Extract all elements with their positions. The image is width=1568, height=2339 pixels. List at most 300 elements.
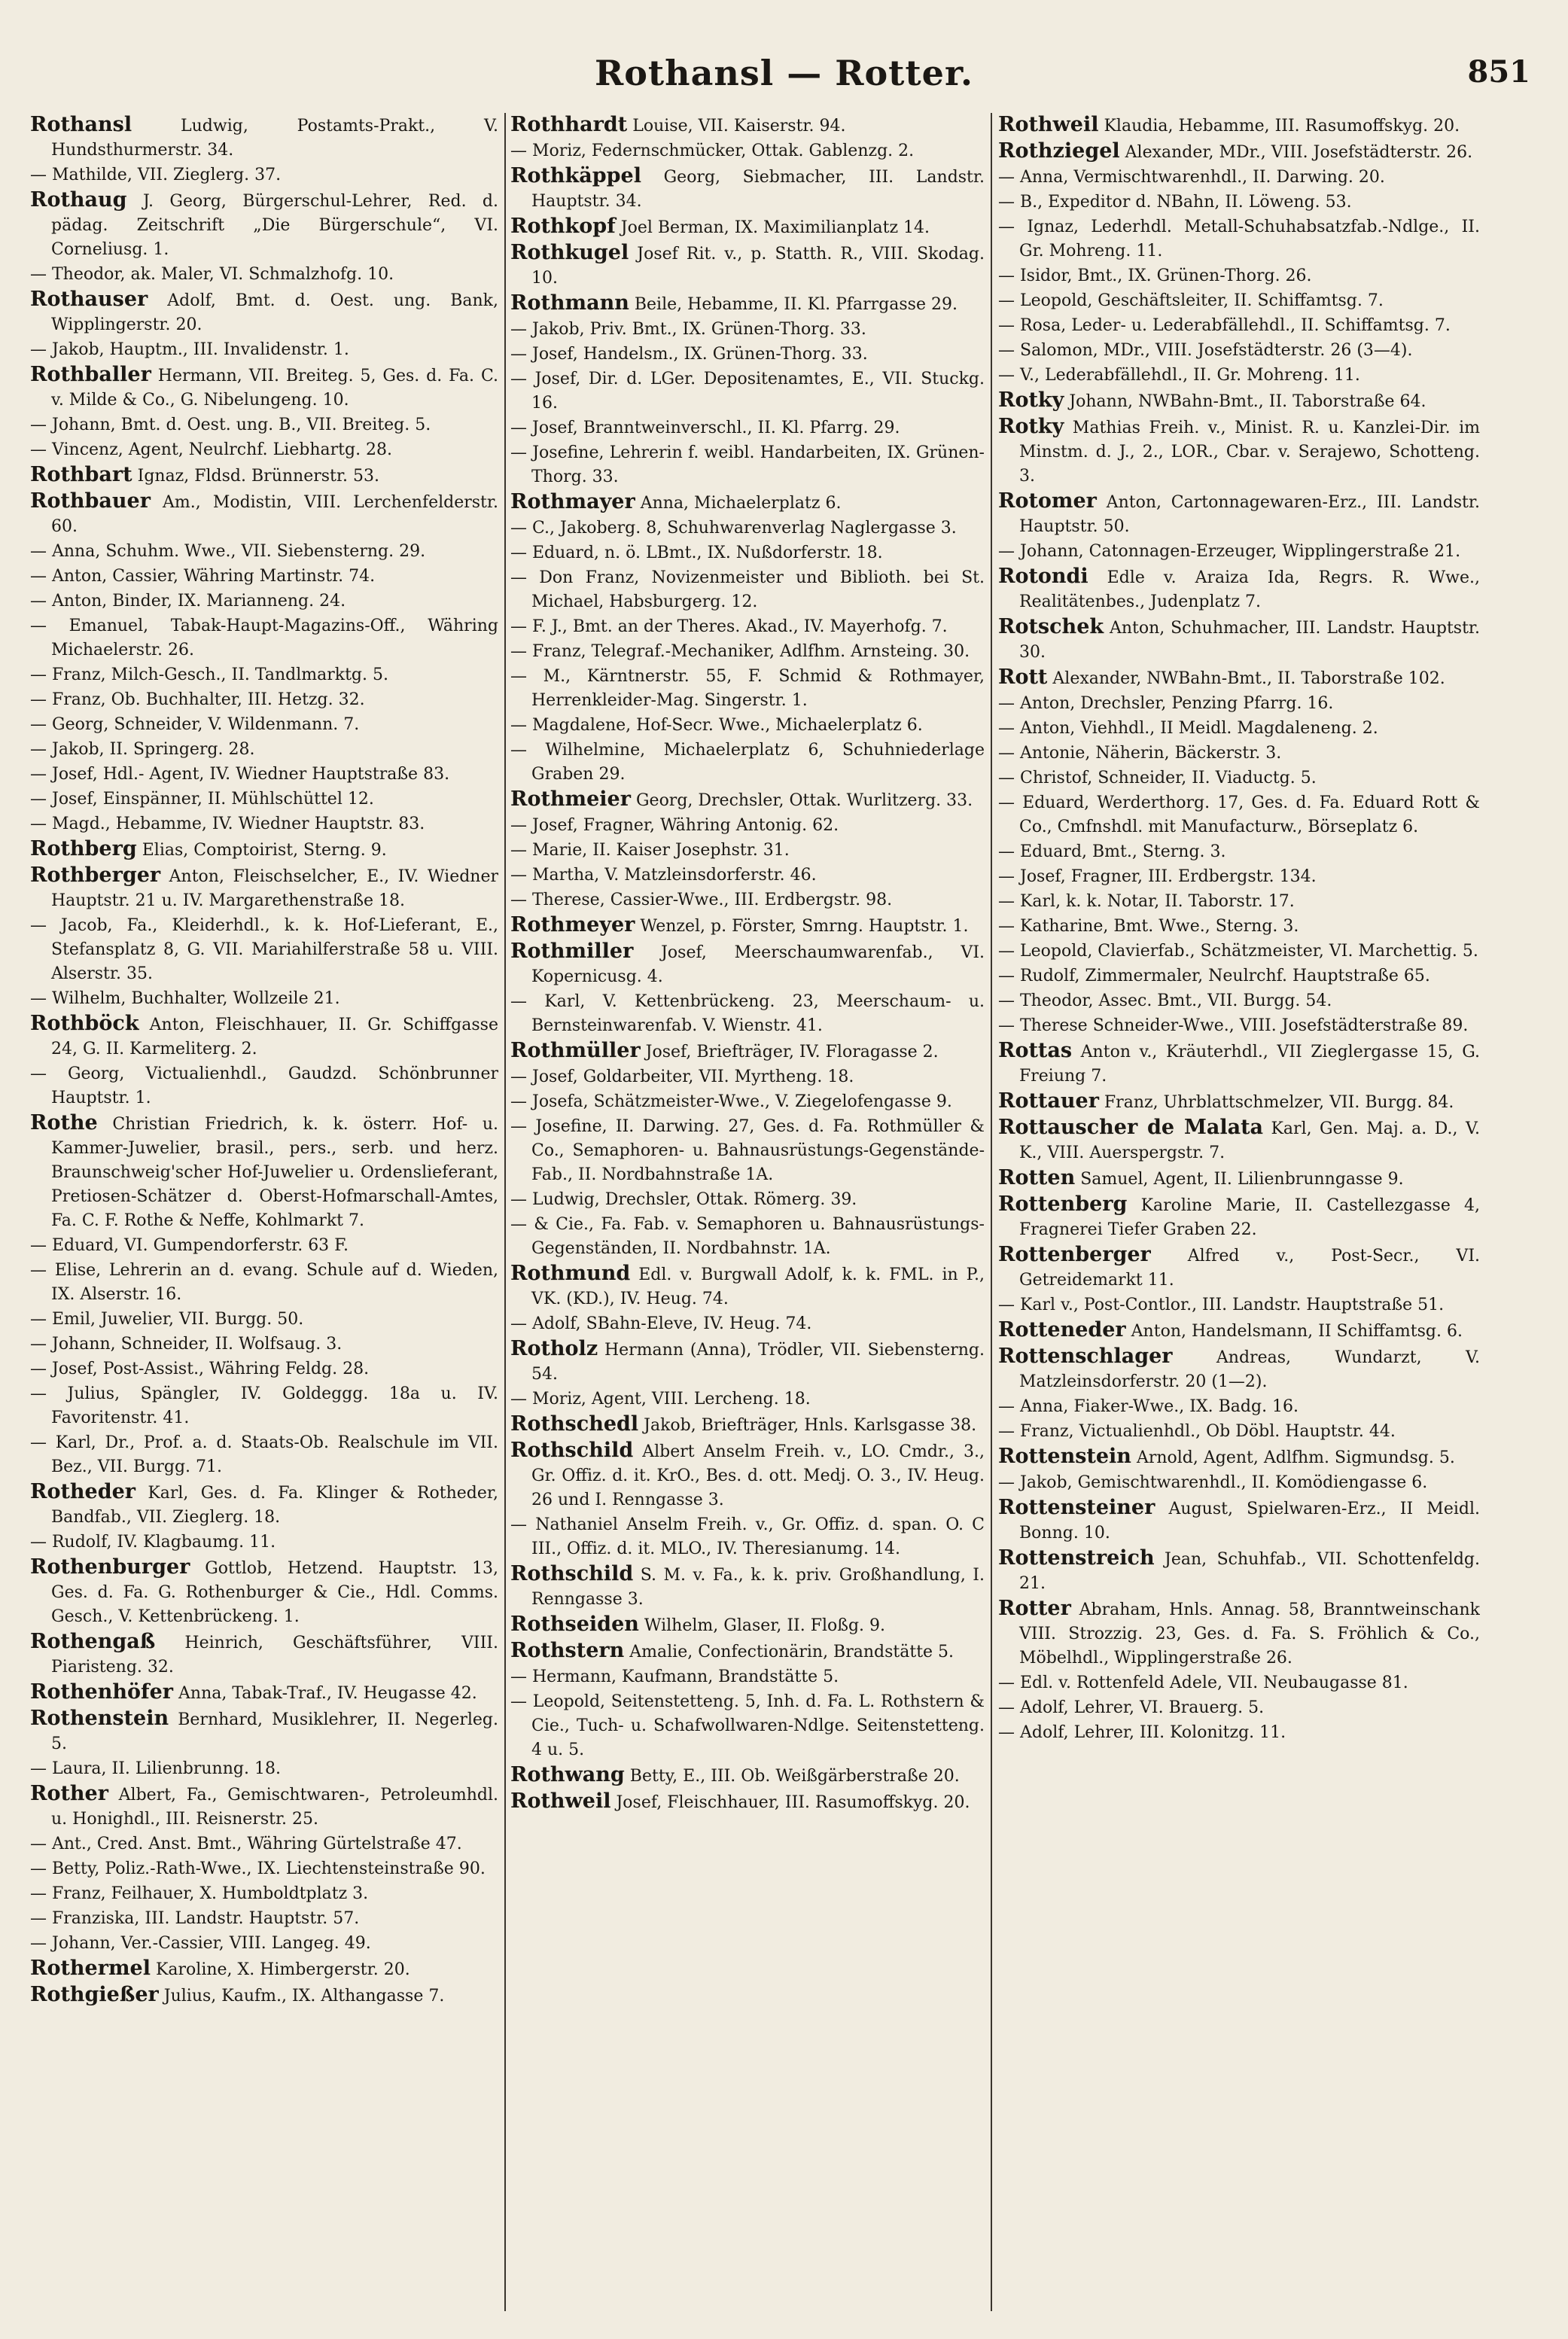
directory-entry xyxy=(510,940,985,989)
entry-details: — Theodor, ak. Maler, VI. Schmalzhofg. 10. xyxy=(30,265,394,284)
entry-details: — Karl, k. k. Notar, II. Taborstr. 17. xyxy=(998,892,1295,911)
directory-entry xyxy=(30,463,498,489)
entry-details: Mathias Freih. v., Minist. R. u. Kanzlei-Dir. im Minstm. d. J., 2., LOR., Cbar. v. Serajewo, Schotteng. 3. xyxy=(1019,419,1480,486)
entry-surname: Rotky xyxy=(998,388,1064,412)
entry-details: — Josef, Branntweinverschl., II. Kl. Pfarrg. 29. xyxy=(510,419,900,437)
entry-details: — Christof, Schneider, II. Viaductg. 5. xyxy=(998,769,1317,787)
entry-surname: Rother xyxy=(30,1782,108,1805)
directory-entry xyxy=(510,1312,985,1336)
directory-entry xyxy=(30,812,498,836)
directory-column-2 xyxy=(510,113,985,2311)
directory-entry xyxy=(998,1318,1480,1344)
entry-details: — Leopold, Geschäftsleiter, II. Schiffamtsg. 7. xyxy=(998,291,1384,310)
directory-entry xyxy=(510,888,985,912)
directory-entry xyxy=(998,742,1480,766)
entry-surname: Rothhardt xyxy=(510,113,628,136)
entry-details: — M., Kärntnerstr. 55, F. Schmid & Rothmayer, Herrenkleider-Mag. Singerstr. 1. xyxy=(510,667,985,710)
entry-details: — Rosa, Leder- u. Lederabfällehdl., II. Schiffamtsg. 7. xyxy=(998,316,1451,335)
page-header xyxy=(0,53,1568,113)
directory-entry xyxy=(510,367,985,416)
entry-details: Josef, Briefträger, IV. Floragasse 2. xyxy=(645,1043,939,1061)
entry-surname: Rothwang xyxy=(510,1763,625,1786)
entry-details: Josef Rit. v., p. Statth. R., VIII. Skodag. 10. xyxy=(531,245,985,288)
entry-details: — Franz, Victualienhdl., Ob Döbl. Hauptstr. 44. xyxy=(998,1422,1396,1441)
entry-details: — Josef, Fragner, Währing Antonig. 62. xyxy=(510,816,839,835)
entry-surname: Rothmiller xyxy=(510,940,634,963)
directory-entry xyxy=(998,1116,1480,1165)
entry-surname: Rothschild xyxy=(510,1562,634,1585)
entry-details: — Josef, Post-Assist., Währing Feldg. 28. xyxy=(30,1360,370,1378)
entry-details: Bernhard, Musiklehrer, II. Negerleg. 5. xyxy=(51,1710,498,1753)
entry-details: — Josef, Einspänner, II. Mühlschüttel 12. xyxy=(30,790,374,809)
directory-entry xyxy=(998,989,1480,1013)
entry-details: Samuel, Agent, II. Lilienbrunngasse 9. xyxy=(1080,1170,1404,1189)
directory-entry xyxy=(30,1932,498,1956)
entry-surname: Rotholz xyxy=(510,1337,598,1360)
entry-surname: Rotky xyxy=(998,415,1064,438)
directory-entry xyxy=(30,1630,498,1680)
entry-details: Anna, Tabak-Traf., IV. Heugasse 42. xyxy=(178,1684,477,1703)
directory-entry xyxy=(998,964,1480,988)
entry-surname: Rotondi xyxy=(998,565,1088,588)
entry-details: — Therese, Cassier-Wwe., III. Erdbergstr. 98. xyxy=(510,891,893,909)
directory-entry xyxy=(30,338,498,362)
directory-entry xyxy=(30,1259,498,1307)
directory-entry xyxy=(998,190,1480,215)
directory-entry xyxy=(510,416,985,440)
entry-surname: Rothmayer xyxy=(510,490,635,513)
directory-entry xyxy=(30,288,498,337)
entry-details: — Josefine, II. Darwing. 27, Ges. d. Fa. Rothmüller & Co., Semaphoren- u. Bahnausrüstungs-Gegenstände-Fab., II. Nordbahnstraße 1A. xyxy=(510,1117,985,1184)
entry-surname: Rothmund xyxy=(510,1262,631,1285)
entry-details: Karl, Ges. d. Fa. Klinger & Rotheder, Bandfab., VII. Zieglerg. 18. xyxy=(51,1484,498,1527)
directory-entry xyxy=(998,1597,1480,1670)
entry-details: — Magdalene, Hof-Secr. Wwe., Michaelerplatz 6. xyxy=(510,716,923,735)
directory-entry xyxy=(510,1115,985,1187)
entry-details: — Franz, Telegraf.-Mechaniker, Adlfhm. Arnsteing. 30. xyxy=(510,642,970,661)
entry-surname: Rottauer xyxy=(998,1089,1099,1113)
entry-surname: Rothstern xyxy=(510,1639,625,1662)
entry-details: — Eduard, Bmt., Sterng. 3. xyxy=(998,842,1226,861)
directory-entry xyxy=(998,915,1480,939)
entry-details: — Johann, Catonnagen-Erzeuger, Wipplingerstraße 21. xyxy=(998,542,1461,561)
directory-entry xyxy=(30,688,498,712)
directory-entry xyxy=(510,1337,985,1387)
entry-details: — Emil, Juwelier, VII. Burgg. 50. xyxy=(30,1310,304,1329)
entry-details: — Adolf, SBahn-Eleve, IV. Heug. 74. xyxy=(510,1314,812,1333)
directory-entry xyxy=(30,1857,498,1881)
entry-details: Adolf, Bmt. d. Oest. ung. Bank, Wipplingerstr. 20. xyxy=(51,291,498,334)
directory-entry xyxy=(510,541,985,565)
directory-entry xyxy=(510,215,985,240)
directory-entry xyxy=(998,1089,1480,1115)
directory-entry xyxy=(510,241,985,291)
entry-details: — Theodor, Assec. Bmt., VII. Burgg. 54. xyxy=(998,991,1332,1010)
entry-surname: Rothmeier xyxy=(510,787,631,811)
entry-details: — Anna, Schuhm. Wwe., VII. Siebensterng. 29. xyxy=(30,542,426,561)
entry-details: Abraham, Hnls. Annag. 58, Branntweinschank VIII. Strozzig. 23, Ges. d. Fa. S. Fröhlich & Co., Möbelhdl., Wipplingerstraße 26. xyxy=(1019,1600,1480,1667)
directory-entry xyxy=(30,1480,498,1530)
directory-entry xyxy=(30,738,498,762)
entry-surname: Rothschedl xyxy=(510,1412,639,1436)
entry-details: — & Cie., Fa. Fab. v. Semaphoren u. Bahnausrüstungs-Gegenständen, II. Nordbahnstr. 1A. xyxy=(510,1215,985,1258)
entry-details: Am., Modistin, VIII. Lerchenfelderstr. 60. xyxy=(51,493,498,536)
entry-details: — Jakob, Priv. Bmt., IX. Grünen-Thorg. 33. xyxy=(510,320,866,339)
directory-entry xyxy=(510,990,985,1038)
entry-details: — Ludwig, Drechsler, Ottak. Römerg. 39. xyxy=(510,1190,857,1209)
entry-details: — Anton, Binder, IX. Marianneng. 24. xyxy=(30,592,346,611)
entry-surname: Rothballer xyxy=(30,363,151,386)
entry-details: — Josef, Handelsm., IX. Grünen-Thorg. 33. xyxy=(510,345,868,364)
entry-details: — Emanuel, Tabak-Haupt-Magazins-Off., Währing Michaelerstr. 26. xyxy=(30,617,498,659)
entry-details: Karl, Gen. Maj. a. D., V. K., VIII. Auerspergstr. 7. xyxy=(1019,1119,1480,1162)
entry-details: Anton v., Kräuterhdl., VII Zieglergasse 15, G. Freiung 7. xyxy=(1019,1043,1480,1086)
directory-entry xyxy=(30,1111,498,1233)
directory-entry xyxy=(998,540,1480,564)
directory-entry xyxy=(30,1530,498,1555)
directory-entry xyxy=(998,615,1480,665)
entry-surname: Rothkäppel xyxy=(510,164,641,187)
directory-entry xyxy=(998,1496,1480,1546)
entry-details: — Johann, Schneider, II. Wolfsaug. 3. xyxy=(30,1335,343,1354)
directory-entry xyxy=(998,1420,1480,1444)
entry-details: Beile, Hebamme, II. Kl. Pfarrgasse 29. xyxy=(634,295,958,314)
entry-details: — Rudolf, IV. Klagbaumg. 11. xyxy=(30,1533,276,1552)
entry-details: Heinrich, Geschäftsführer, VIII. Piaristeng. 32. xyxy=(51,1634,498,1677)
directory-entry xyxy=(510,615,985,639)
entry-surname: Rothmeyer xyxy=(510,913,635,937)
entry-surname: Rotter xyxy=(998,1597,1071,1620)
entry-details: Gottlob, Hetzend. Hauptstr. 13, Ges. d. Fa. G. Rothenburger & Cie., Hdl. Comms. Gesch., V. Kettenbrückeng. 1. xyxy=(51,1559,498,1626)
directory-entry xyxy=(30,987,498,1011)
directory-entry xyxy=(510,1639,985,1664)
entry-details: Betty, E., III. Ob. Weißgärberstraße 20. xyxy=(629,1767,960,1786)
entry-details: — Adolf, Lehrer, VI. Brauerg. 5. xyxy=(998,1698,1265,1717)
directory-entry xyxy=(510,164,985,214)
entry-surname: Rothenstein xyxy=(30,1707,169,1730)
entry-surname: Rottauscher de Malata xyxy=(998,1116,1264,1139)
directory-entry xyxy=(30,1382,498,1430)
entry-details: — Antonie, Näherin, Bäckerstr. 3. xyxy=(998,744,1282,763)
entry-details: — Eduard, n. ö. LBmt., IX. Nußdorferstr. 18. xyxy=(510,544,883,562)
directory-entry xyxy=(30,113,498,163)
entry-details: Anton, Fleischhauer, II. Gr. Schiffgasse 24, G. II. Karmeliterg. 2. xyxy=(51,1016,498,1058)
directory-entry xyxy=(998,415,1480,489)
directory-entry xyxy=(998,665,1480,691)
entry-details: Anton, Schuhmacher, III. Landstr. Hauptstr. 30. xyxy=(1019,619,1480,662)
entry-details: — Josef, Hdl.- Agent, IV. Wiedner Hauptstraße 83. xyxy=(30,765,450,784)
entry-details: Anna, Michaelerplatz 6. xyxy=(640,494,842,513)
directory-entry xyxy=(998,264,1480,288)
entry-details: — Mathilde, VII. Zieglerg. 37. xyxy=(30,166,282,184)
entry-details: — Georg, Victualienhdl., Gaudzd. Schönbrunner Hauptstr. 1. xyxy=(30,1064,498,1107)
directory-entry xyxy=(510,291,985,317)
directory-entry xyxy=(998,1395,1480,1419)
directory-entry xyxy=(30,1983,498,2009)
entry-surname: Rottenstein xyxy=(998,1445,1131,1468)
entry-details: — Anna, Vermischtwarenhdl., II. Darwing. 20. xyxy=(998,168,1385,187)
directory-entry xyxy=(30,1882,498,1906)
entry-details: Albert, Fa., Gemischtwaren-, Petroleumhdl. u. Honighdl., III. Reisnerstr. 25. xyxy=(51,1786,498,1829)
entry-details: — Eduard, VI. Gumpendorferstr. 63 F. xyxy=(30,1236,349,1255)
directory-entry xyxy=(30,837,498,863)
column-rule xyxy=(504,113,506,2311)
entry-details: — Therese Schneider-Wwe., VIII. Josefstädterstraße 89. xyxy=(998,1016,1469,1035)
entry-surname: Rottensteiner xyxy=(998,1496,1155,1519)
entry-details: — Ignaz, Lederhdl. Metall-Schuhabsatzfab.-Ndlge., II. Gr. Mohreng. 11. xyxy=(998,218,1480,260)
entry-details: Hermann (Anna), Trödler, VII. Siebensterng. 54. xyxy=(531,1341,985,1384)
directory-column-3 xyxy=(998,113,1480,2311)
entry-details: — Anton, Viehhdl., II Meidl. Magdaleneng. 2. xyxy=(998,719,1378,738)
directory-entry xyxy=(30,663,498,687)
entry-details: — Edl. v. Rottenfeld Adele, VII. Neubaugasse 81. xyxy=(998,1674,1408,1692)
directory-entry xyxy=(30,713,498,737)
entry-surname: Rotomer xyxy=(998,489,1097,513)
entry-details: Anton, Handelsmann, II Schiffamtsg. 6. xyxy=(1131,1322,1463,1341)
directory-entry xyxy=(30,1332,498,1357)
directory-entry xyxy=(30,188,498,262)
directory-entry xyxy=(30,1757,498,1781)
directory-entry xyxy=(510,139,985,163)
directory-entry xyxy=(998,865,1480,889)
entry-details: — Hermann, Kaufmann, Brandstätte 5. xyxy=(510,1667,839,1686)
directory-entry xyxy=(510,1690,985,1762)
entry-details: — Rudolf, Zimmermaler, Neulrchf. Hauptstraße 65. xyxy=(998,967,1430,985)
entry-details: — V., Lederabfällehdl., II. Gr. Mohreng. 11. xyxy=(998,366,1360,385)
directory-entry xyxy=(510,1262,985,1311)
directory-entry xyxy=(510,1412,985,1438)
entry-surname: Rothermel xyxy=(30,1957,151,1980)
directory-entry xyxy=(510,1065,985,1089)
entry-details: — Magd., Hebamme, IV. Wiedner Hauptstr. 83. xyxy=(30,815,425,833)
directory-entry xyxy=(998,791,1480,839)
entry-surname: Rott xyxy=(998,665,1048,689)
entry-surname: Rothziegel xyxy=(998,139,1120,163)
directory-entry xyxy=(998,766,1480,790)
entry-surname: Rothberger xyxy=(30,863,161,887)
directory-entry xyxy=(998,1445,1480,1470)
entry-details: — Ant., Cred. Anst. Bmt., Währing Gürtelstraße 47. xyxy=(30,1835,462,1853)
entry-details: — Isidor, Bmt., IX. Grünen-Thorg. 26. xyxy=(998,266,1312,285)
entry-details: — Wilhelm, Buchhalter, Wollzeile 21. xyxy=(30,989,340,1008)
entry-details: Andreas, Wundarzt, V. Matzleinsdorferstr. 20 (1—2). xyxy=(1019,1348,1480,1391)
directory-entry xyxy=(30,1308,498,1332)
directory-entry xyxy=(998,1696,1480,1720)
entry-details: Ludwig, Postamts-Prakt., V. Hundsthurmerstr. 34. xyxy=(51,117,498,160)
entry-surname: Rothgießer xyxy=(30,1983,159,2006)
directory-entry xyxy=(998,1721,1480,1745)
entry-details: Georg, Drechsler, Ottak. Wurlitzerg. 33. xyxy=(635,791,973,810)
entry-details: — Marie, II. Kaiser Josephstr. 31. xyxy=(510,841,790,860)
entry-details: — Don Franz, Novizenmeister und Biblioth. bei St. Michael, Habsburgerg. 12. xyxy=(510,568,985,611)
entry-surname: Rothweil xyxy=(510,1789,611,1813)
directory-entry xyxy=(30,614,498,662)
directory-entry xyxy=(30,438,498,462)
entry-surname: Rothansl xyxy=(30,113,132,136)
directory-entry xyxy=(998,1345,1480,1394)
entry-surname: Rottenberger xyxy=(998,1243,1151,1266)
directory-entry xyxy=(510,1090,985,1114)
entry-details: — Leopold, Clavierfab., Schätzmeister, VI. Marchettig. 5. xyxy=(998,942,1478,961)
directory-entry xyxy=(510,1188,985,1212)
entry-details: Jean, Schuhfab., VII. Schottenfeldg. 21. xyxy=(1019,1550,1480,1593)
entry-details: Anton, Cartonnagewaren-Erz., III. Landstr. Hauptstr. 50. xyxy=(1019,493,1480,536)
directory-entry xyxy=(30,589,498,614)
entry-details: — Elise, Lehrerin an d. evang. Schule auf d. Wieden, IX. Alserstr. 16. xyxy=(30,1261,498,1304)
directory-entry xyxy=(30,363,498,413)
directory-entry xyxy=(510,640,985,664)
directory-entry xyxy=(510,1039,985,1064)
entry-surname: Rottenschlager xyxy=(998,1345,1173,1368)
directory-entry xyxy=(510,516,985,541)
directory-column-1 xyxy=(30,113,498,2311)
entry-details: Johann, NWBahn-Bmt., II. Taborstraße 64. xyxy=(1069,392,1426,411)
entry-details: Julius, Kaufm., IX. Althangasse 7. xyxy=(163,1987,445,2006)
directory-entry xyxy=(510,1562,985,1612)
entry-surname: Rothenhöfer xyxy=(30,1680,174,1704)
entry-details: — Karl, V. Kettenbrückeng. 23, Meerschaum- u. Bernsteinwarenfab. V. Wienstr. 41. xyxy=(510,992,985,1035)
directory-entry xyxy=(30,565,498,589)
entry-details: — C., Jakoberg. 8, Schuhwarenverlag Naglergasse 3. xyxy=(510,519,957,538)
entry-details: — Josef, Dir. d. LGer. Depositenamtes, E., VII. Stuckg. 16. xyxy=(510,370,985,413)
directory-entry xyxy=(998,1166,1480,1192)
directory-entry xyxy=(30,163,498,187)
directory-entry xyxy=(510,1763,985,1789)
directory-entry xyxy=(998,1471,1480,1495)
directory-entry xyxy=(510,739,985,787)
entry-details: — Wilhelmine, Michaelerplatz 6, Schuhniederlage Graben 29. xyxy=(510,741,985,784)
entry-details: — Vincenz, Agent, Neulrchf. Liebhartg. 28. xyxy=(30,440,393,459)
entry-surname: Rothbauer xyxy=(30,489,151,513)
entry-details: — Franz, Ob. Buchhalter, III. Hetzg. 32. xyxy=(30,690,365,709)
entry-details: Ignaz, Fldsd. Brünnerstr. 53. xyxy=(137,467,379,486)
directory-entry xyxy=(510,1213,985,1261)
entry-surname: Rothmann xyxy=(510,291,629,315)
entry-details: Georg, Siebmacher, III. Landstr. Hauptstr. 34. xyxy=(531,168,985,211)
entry-surname: Rotschek xyxy=(998,615,1104,638)
directory-entry xyxy=(510,665,985,713)
directory-entry xyxy=(510,1665,985,1689)
entry-surname: Rotteneder xyxy=(998,1318,1126,1342)
entry-details: August, Spielwaren-Erz., II Meidl. Bonng. 10. xyxy=(1019,1500,1480,1543)
directory-entry xyxy=(998,692,1480,716)
directory-entry xyxy=(998,1014,1480,1038)
entry-details: — Karl, Dr., Prof. a. d. Staats-Ob. Realschule im VII. Bez., VII. Burgg. 71. xyxy=(30,1433,498,1476)
entry-details: — Franz, Feilhauer, X. Humboldtplatz 3. xyxy=(30,1884,369,1903)
entry-details: Amalie, Confectionärin, Brandstätte 5. xyxy=(629,1643,955,1661)
entry-details: Hermann, VII. Breiteg. 5, Ges. d. Fa. C. v. Milde & Co., G. Nibelungeng. 10. xyxy=(51,367,498,410)
directory-entry xyxy=(998,215,1480,263)
entry-details: — Leopold, Seitenstetteng. 5, Inh. d. Fa. L. Rothstern & Cie., Tuch- u. Schafwollwaren-Ndlge. Seitenstetteng. 4 u. 5. xyxy=(510,1692,985,1759)
directory-entry xyxy=(510,490,985,516)
directory-entry xyxy=(30,787,498,812)
directory-entry xyxy=(30,1555,498,1629)
entry-details: — Martha, V. Matzleinsdorferstr. 46. xyxy=(510,866,817,885)
directory-entry xyxy=(30,863,498,913)
directory-entry xyxy=(998,314,1480,338)
entry-details: S. M. v. Fa., k. k. priv. Großhandlung, I. Renngasse 3. xyxy=(531,1566,985,1609)
directory-entry xyxy=(998,565,1480,614)
directory-entry xyxy=(510,714,985,738)
entry-details: — Josef, Goldarbeiter, VII. Myrtheng. 18. xyxy=(510,1067,854,1086)
entry-details: — Katharine, Bmt. Wwe., Sterng. 3. xyxy=(998,917,1299,936)
entry-details: Alfred v., Post-Secr., VI. Getreidemarkt 11. xyxy=(1019,1247,1480,1290)
entry-details: — Jakob, II. Springerg. 28. xyxy=(30,740,255,759)
directory-entry xyxy=(998,339,1480,363)
directory-entry xyxy=(998,1546,1480,1596)
directory-entry xyxy=(510,343,985,367)
entry-surname: Rothaug xyxy=(30,188,127,212)
entry-surname: Rothe xyxy=(30,1111,98,1134)
directory-entry xyxy=(30,1012,498,1061)
directory-entry xyxy=(510,1513,985,1561)
entry-surname: Rothweil xyxy=(998,113,1099,136)
entry-details: Karoline, X. Himbergerstr. 20. xyxy=(155,1960,410,1979)
entry-details: — Johann, Bmt. d. Oest. ung. B., VII. Breiteg. 5. xyxy=(30,416,431,434)
directory-entry xyxy=(30,489,498,539)
directory-entry xyxy=(510,566,985,614)
entry-surname: Rothkopf xyxy=(510,215,616,238)
entry-surname: Rothenburger xyxy=(30,1555,190,1579)
directory-entry xyxy=(510,1439,985,1512)
entry-surname: Rothschild xyxy=(510,1439,634,1462)
entry-details: Franz, Uhrblattschmelzer, VII. Burgg. 84. xyxy=(1104,1093,1454,1112)
entry-details: — Julius, Spängler, IV. Goldeggg. 18a u. IV. Favoritenstr. 41. xyxy=(30,1384,498,1427)
entry-details: Josef, Meerschaumwarenfab., VI. Kopernicusg. 4. xyxy=(531,943,985,986)
directory-entry xyxy=(510,318,985,342)
directory-entry xyxy=(998,1293,1480,1317)
entry-details: Elias, Comptoirist, Sterng. 9. xyxy=(142,841,387,860)
entry-surname: Rothmüller xyxy=(510,1039,641,1062)
entry-details: — Jakob, Gemischtwarenhdl., II. Komödiengasse 6. xyxy=(998,1473,1428,1492)
directory-entry xyxy=(30,1957,498,1982)
directory-entry xyxy=(998,1039,1480,1089)
entry-details: — F. J., Bmt. an der Theres. Akad., IV. Mayerhofg. 7. xyxy=(510,617,948,636)
directory-entry xyxy=(998,840,1480,864)
directory-entry xyxy=(998,289,1480,313)
directory-entry xyxy=(30,540,498,564)
entry-details: — Anton, Drechsler, Penzing Pfarrg. 16. xyxy=(998,694,1334,713)
entry-details: Josef, Fleischhauer, III. Rasumoffskyg. 20. xyxy=(616,1793,970,1812)
directory-entry xyxy=(998,139,1480,165)
entry-details: — Josefa, Schätzmeister-Wwe., V. Ziegelofengasse 9. xyxy=(510,1092,952,1111)
entry-details: Klaudia, Hebamme, III. Rasumoffskyg. 20. xyxy=(1104,117,1460,136)
entry-details: — Betty, Poliz.-Rath-Wwe., IX. Liechtensteinstraße 90. xyxy=(30,1859,486,1878)
entry-details: Alexander, NWBahn-Bmt., II. Taborstraße 102. xyxy=(1052,669,1445,688)
entry-details: — Jakob, Hauptm., III. Invalidenstr. 1. xyxy=(30,340,349,359)
entry-details: Karoline Marie, II. Castellezgasse 4, Fragnerei Tiefer Graben 22. xyxy=(1019,1196,1480,1239)
entry-details: Jakob, Briefträger, Hnls. Karlsgasse 38. xyxy=(644,1416,977,1435)
directory-entry xyxy=(30,763,498,787)
page-number: 851 xyxy=(1467,54,1530,90)
entry-details: — Johann, Ver.-Cassier, VIII. Langeg. 49. xyxy=(30,1934,371,1953)
entry-details: — Laura, II. Lilienbrunng. 18. xyxy=(30,1759,281,1778)
entry-details: Albert Anselm Freih. v., LO. Cmdr., 3., Gr. Offiz. d. it. KrO., Bes. d. ott. Medj. O. 3., IV. Heug. 26 und I. Renngasse 3. xyxy=(531,1442,985,1509)
directory-entry xyxy=(510,1613,985,1638)
entry-details: — Anton, Cassier, Währing Martinstr. 74. xyxy=(30,567,376,586)
directory-entry xyxy=(30,1234,498,1258)
directory-entry xyxy=(998,940,1480,964)
directory-entry xyxy=(510,814,985,838)
entry-details: Anton, Fleischselcher, E., IV. Wiedner Hauptstr. 21 u. IV. Margarethenstraße 18. xyxy=(51,867,498,910)
entry-surname: Rottenberg xyxy=(998,1192,1128,1216)
directory-entry xyxy=(30,1062,498,1110)
entry-surname: Rottenstreich xyxy=(998,1546,1155,1570)
directory-entry xyxy=(30,263,498,287)
entry-details: Louise, VII. Kaiserstr. 94. xyxy=(632,117,846,136)
entry-details: — Franz, Milch-Gesch., II. Tandlmarktg. 5. xyxy=(30,665,388,684)
entry-details: — Jacob, Fa., Kleiderhdl., k. k. Hof-Lieferant, E., Stefansplatz 8, G. VII. Mariahilferstraße 58 u. VIII. Alserstr. 35. xyxy=(30,916,498,983)
